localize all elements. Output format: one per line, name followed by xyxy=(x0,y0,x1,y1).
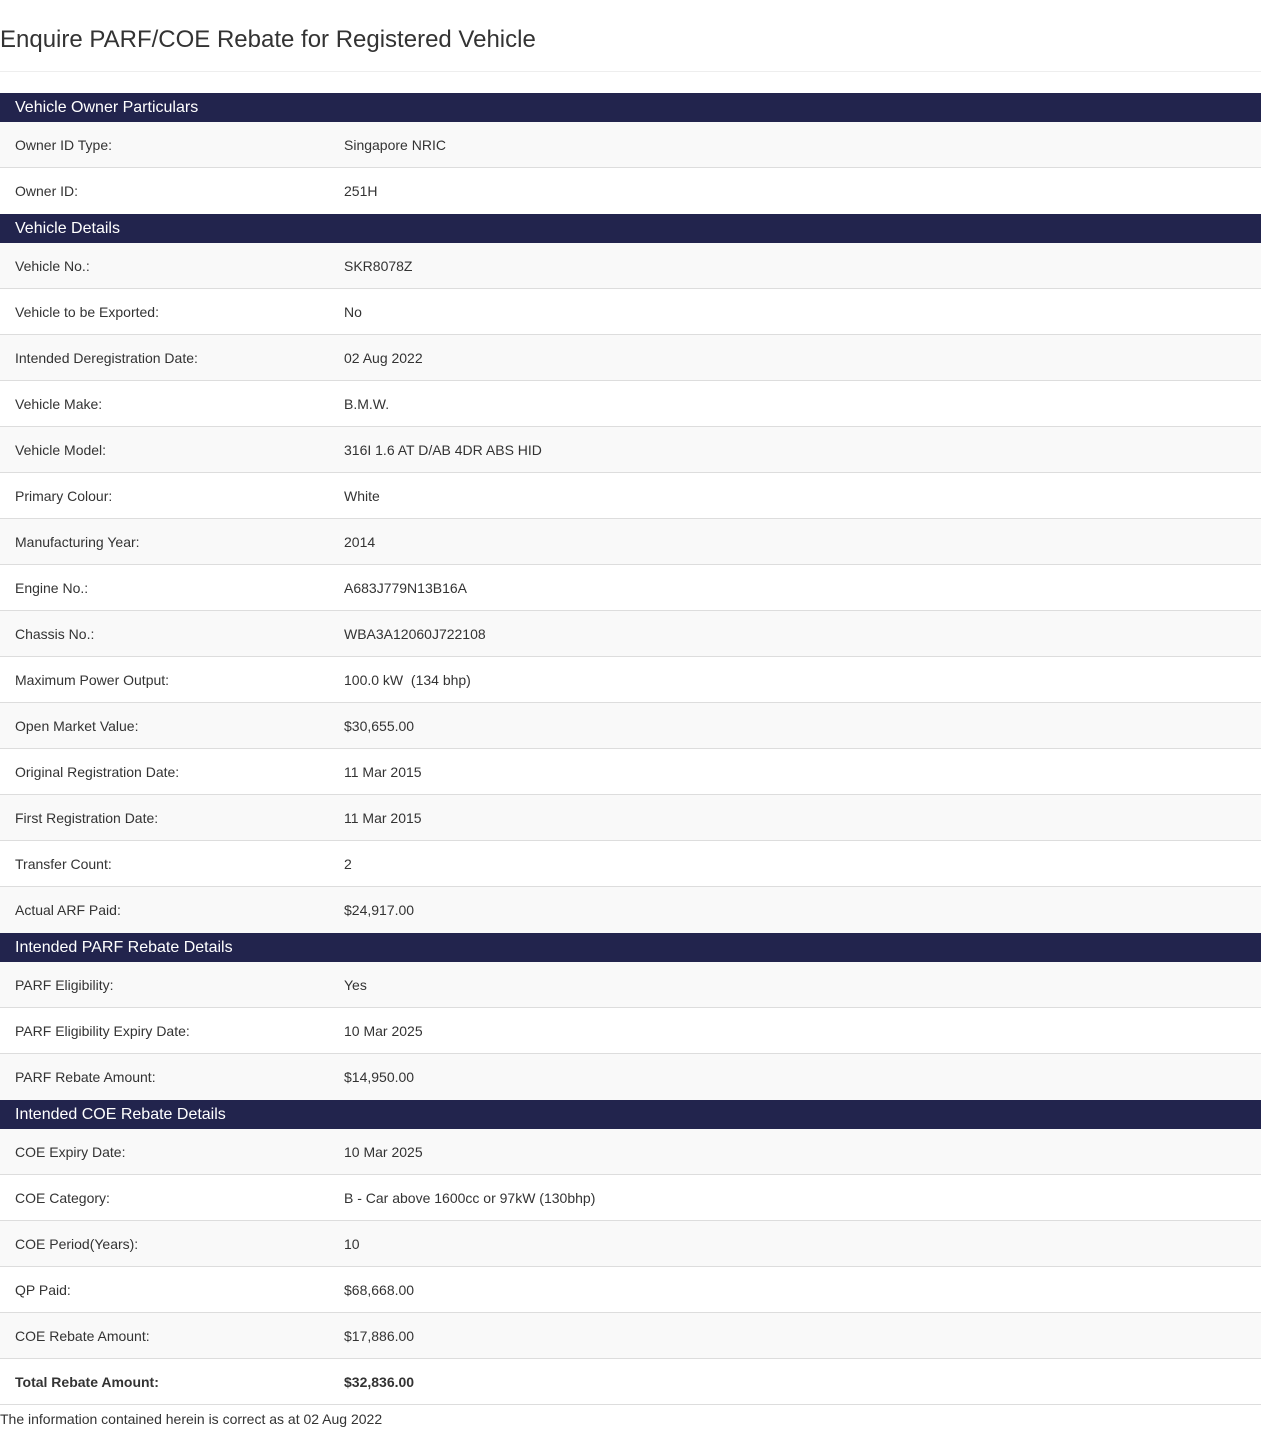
field-value: No xyxy=(344,303,362,320)
field-label: Transfer Count: xyxy=(15,855,112,872)
detail-row-deregistration-date xyxy=(0,335,1261,381)
field-label: Vehicle Make: xyxy=(15,395,103,412)
field-label: PARF Eligibility: xyxy=(15,976,114,993)
field-value: 2014 xyxy=(344,533,376,550)
field-value: 10 xyxy=(344,1235,360,1252)
detail-row-manufacturing-year xyxy=(0,519,1261,565)
detail-row-parf-eligibility xyxy=(0,962,1261,1008)
detail-row-parf-expiry-date xyxy=(0,1008,1261,1054)
field-value: B - Car above 1600cc or 97kW (130bhp) xyxy=(344,1189,596,1206)
detail-row-max-power-output xyxy=(0,657,1261,703)
field-value: $17,886.00 xyxy=(344,1327,415,1344)
field-value: 10 Mar 2025 xyxy=(344,1022,423,1039)
detail-row-coe-period xyxy=(0,1221,1261,1267)
detail-row-vehicle-make xyxy=(0,381,1261,427)
field-value: 251H xyxy=(344,183,378,199)
field-value: $24,917.00 xyxy=(344,902,415,918)
field-label: QP Paid: xyxy=(15,1281,71,1298)
field-value: WBA3A12060J722108 xyxy=(344,625,486,642)
section-header-vehicle-details: Vehicle Details xyxy=(0,214,1261,243)
field-label: Original Registration Date: xyxy=(15,763,180,780)
detail-row-qp-paid xyxy=(0,1267,1261,1313)
field-label: PARF Eligibility Expiry Date: xyxy=(15,1022,190,1039)
field-value: $30,655.00 xyxy=(344,717,415,734)
information-disclaimer: The information contained herein is correct as at 02 Aug 2022 xyxy=(0,1411,383,1427)
field-label: First Registration Date: xyxy=(15,809,159,826)
field-value: 11 Mar 2015 xyxy=(344,809,422,826)
field-label: Owner ID Type: xyxy=(15,136,113,153)
field-value: 2 xyxy=(344,855,352,872)
section-header-parf-rebate: Intended PARF Rebate Details xyxy=(0,933,1261,962)
detail-row-vehicle-model xyxy=(0,427,1261,473)
field-label: COE Rebate Amount: xyxy=(15,1327,150,1344)
detail-row-coe-rebate-amount xyxy=(0,1313,1261,1359)
field-value: Singapore NRIC xyxy=(344,136,446,153)
field-label: Open Market Value: xyxy=(15,717,139,734)
detail-row-chassis-no xyxy=(0,611,1261,657)
detail-row-open-market-value xyxy=(0,703,1261,749)
field-label: Manufacturing Year: xyxy=(15,533,140,550)
field-value: 02 Aug 2022 xyxy=(344,349,423,366)
field-value: $14,950.00 xyxy=(344,1069,415,1085)
field-label: Vehicle to be Exported: xyxy=(15,303,159,320)
detail-row-engine-no xyxy=(0,565,1261,611)
detail-row-owner-id xyxy=(0,168,1261,214)
field-label: COE Period(Years): xyxy=(15,1235,139,1252)
field-label: Vehicle No.: xyxy=(15,257,90,274)
field-value: SKR8078Z xyxy=(344,257,413,274)
field-label: COE Category: xyxy=(15,1189,110,1206)
section-header-coe-rebate: Intended COE Rebate Details xyxy=(0,1100,1261,1129)
field-label: Primary Colour: xyxy=(15,487,113,504)
field-value: B.M.W. xyxy=(344,395,390,412)
field-value: $68,668.00 xyxy=(344,1281,415,1298)
detail-row-first-registration-date xyxy=(0,795,1261,841)
field-label: Maximum Power Output: xyxy=(15,671,170,688)
field-value: 11 Mar 2015 xyxy=(344,763,422,780)
detail-row-coe-category xyxy=(0,1175,1261,1221)
field-value: A683J779N13B16A xyxy=(344,579,467,596)
field-label: Chassis No.: xyxy=(15,625,95,642)
detail-row-owner-id-type xyxy=(0,122,1261,168)
detail-row-total-rebate-amount xyxy=(0,1359,1261,1405)
detail-row-primary-colour xyxy=(0,473,1261,519)
field-label: Vehicle Model: xyxy=(15,441,107,458)
field-value: 100.0 kW (134 bhp) xyxy=(344,671,471,688)
detail-row-actual-arf-paid xyxy=(0,887,1261,933)
field-label: COE Expiry Date: xyxy=(15,1143,126,1160)
title-divider xyxy=(0,71,1261,72)
detail-row-vehicle-exported xyxy=(0,289,1261,335)
field-label: PARF Rebate Amount: xyxy=(15,1069,156,1085)
field-label: Actual ARF Paid: xyxy=(15,902,121,918)
field-value: Yes xyxy=(344,976,367,993)
rebate-details-panel xyxy=(0,93,1261,1405)
field-label: Engine No.: xyxy=(15,579,89,596)
field-label: Intended Deregistration Date: xyxy=(15,349,198,366)
field-value: White xyxy=(344,487,380,504)
total-label: Total Rebate Amount: xyxy=(15,1373,159,1390)
detail-row-parf-rebate-amount xyxy=(0,1054,1261,1100)
detail-row-coe-expiry-date xyxy=(0,1129,1261,1175)
detail-row-transfer-count xyxy=(0,841,1261,887)
detail-row-vehicle-no xyxy=(0,243,1261,289)
field-label: Owner ID: xyxy=(15,183,79,199)
section-header-owner-particulars: Vehicle Owner Particulars xyxy=(0,93,1261,122)
field-value: 316I 1.6 AT D/AB 4DR ABS HID xyxy=(344,441,542,458)
page-title: Enquire PARF/COE Rebate for Registered Vehicle xyxy=(0,26,536,53)
detail-row-original-registration-date xyxy=(0,749,1261,795)
total-value: $32,836.00 xyxy=(344,1373,415,1390)
field-value: 10 Mar 2025 xyxy=(344,1143,423,1160)
